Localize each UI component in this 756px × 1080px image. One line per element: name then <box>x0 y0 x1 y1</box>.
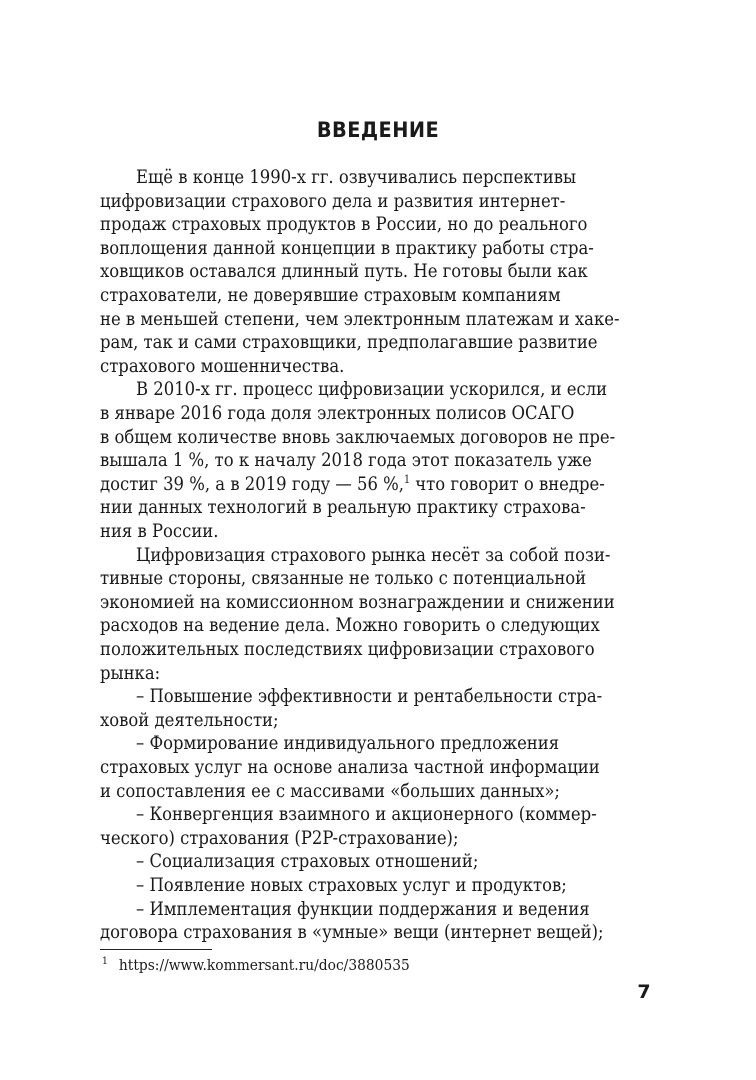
list-item-line: – Конвергенция взаимного и акционерного (коммер- <box>136 803 597 826</box>
footnote-number: 1 <box>102 956 108 968</box>
text-line: тивные стороны, связанные не только с потенциальной <box>100 567 587 590</box>
text-line: страхового мошенничества. <box>100 354 345 377</box>
text-line: положительных последствиях цифровизации страхового <box>100 638 595 660</box>
text-line: договора страхования в «умные» вещи (интернет вещей); <box>100 921 604 944</box>
text-line: ческого) страхования (P2P-страхование); <box>100 826 459 849</box>
footnote-marker: 1 <box>404 472 411 486</box>
text-line: страхователи, не доверявшие страховым компаниям <box>100 284 561 306</box>
text-line: цифровизации страхового дела и развития интернет- <box>100 189 566 212</box>
text-line: в январе 2016 года доля электронных полисов ОСАГО <box>100 402 575 424</box>
text-line: рам, так и сами страховщики, предполагавшие развитие <box>100 331 598 354</box>
page-number: 7 <box>637 981 651 1004</box>
list-item-line: – Повышение эффективности и рентабельности стра- <box>136 685 603 708</box>
list-item-line: – Формирование индивидуального предложения <box>136 732 560 755</box>
section-heading: ВВЕДЕНИЕ <box>316 118 440 142</box>
text-line: продаж страховых продуктов в России, но до реального <box>100 213 588 236</box>
text-line: не в меньшей степени, чем электронным платежам и хаке- <box>100 307 620 330</box>
text-segment: что говорит о внедре- <box>410 472 605 495</box>
text-line: Цифровизация страхового рынка несёт за собой пози- <box>136 543 611 566</box>
list-item-line: – Имплементация функции поддержания и ведения <box>136 897 590 920</box>
text-line: ховщиков оставался длинный путь. Не готовы были как <box>100 260 588 283</box>
text-line-with-footnote <box>100 471 605 497</box>
text-line: Ещё в конце 1990-х гг. озвучивались перспективы <box>136 166 577 188</box>
text-line: страховых услуг на основе анализа частной информации <box>100 756 600 778</box>
text-line: В 2010-х гг. процесс цифровизации ускорился, и если <box>136 378 608 401</box>
footnote-divider <box>100 949 212 950</box>
text-line: вышала 1 %, то к началу 2018 года этот показатель уже <box>100 449 592 472</box>
text-line: ховой деятельности; <box>100 708 279 731</box>
text-line: воплощения данной концепции в практику работы стра- <box>100 236 594 259</box>
footnote <box>102 955 410 975</box>
text-line: и сопоставления ее с массивами «больших данных»; <box>100 779 560 802</box>
list-item-line: – Социализация страховых отношений; <box>136 850 479 873</box>
text-line: рынка: <box>100 661 161 684</box>
text-line: ния в России. <box>100 520 219 542</box>
list-item-line: – Появление новых страховых услуг и продуктов; <box>136 874 567 896</box>
text-line: экономией на комиссионном вознаграждении и снижении <box>100 590 615 613</box>
footnote-link[interactable]: https://www.kommersant.ru/doc/3880535 <box>118 956 410 975</box>
text-segment: достиг 39 %, а в 2019 году — 56 %, <box>100 472 405 495</box>
text-line: в общем количестве вновь заключаемых договоров не пре- <box>100 425 616 448</box>
text-line: расходов на ведение дела. Можно говорить о следующих <box>100 614 600 637</box>
text-line: нии данных технологий в реальную практику страхова- <box>100 496 586 519</box>
